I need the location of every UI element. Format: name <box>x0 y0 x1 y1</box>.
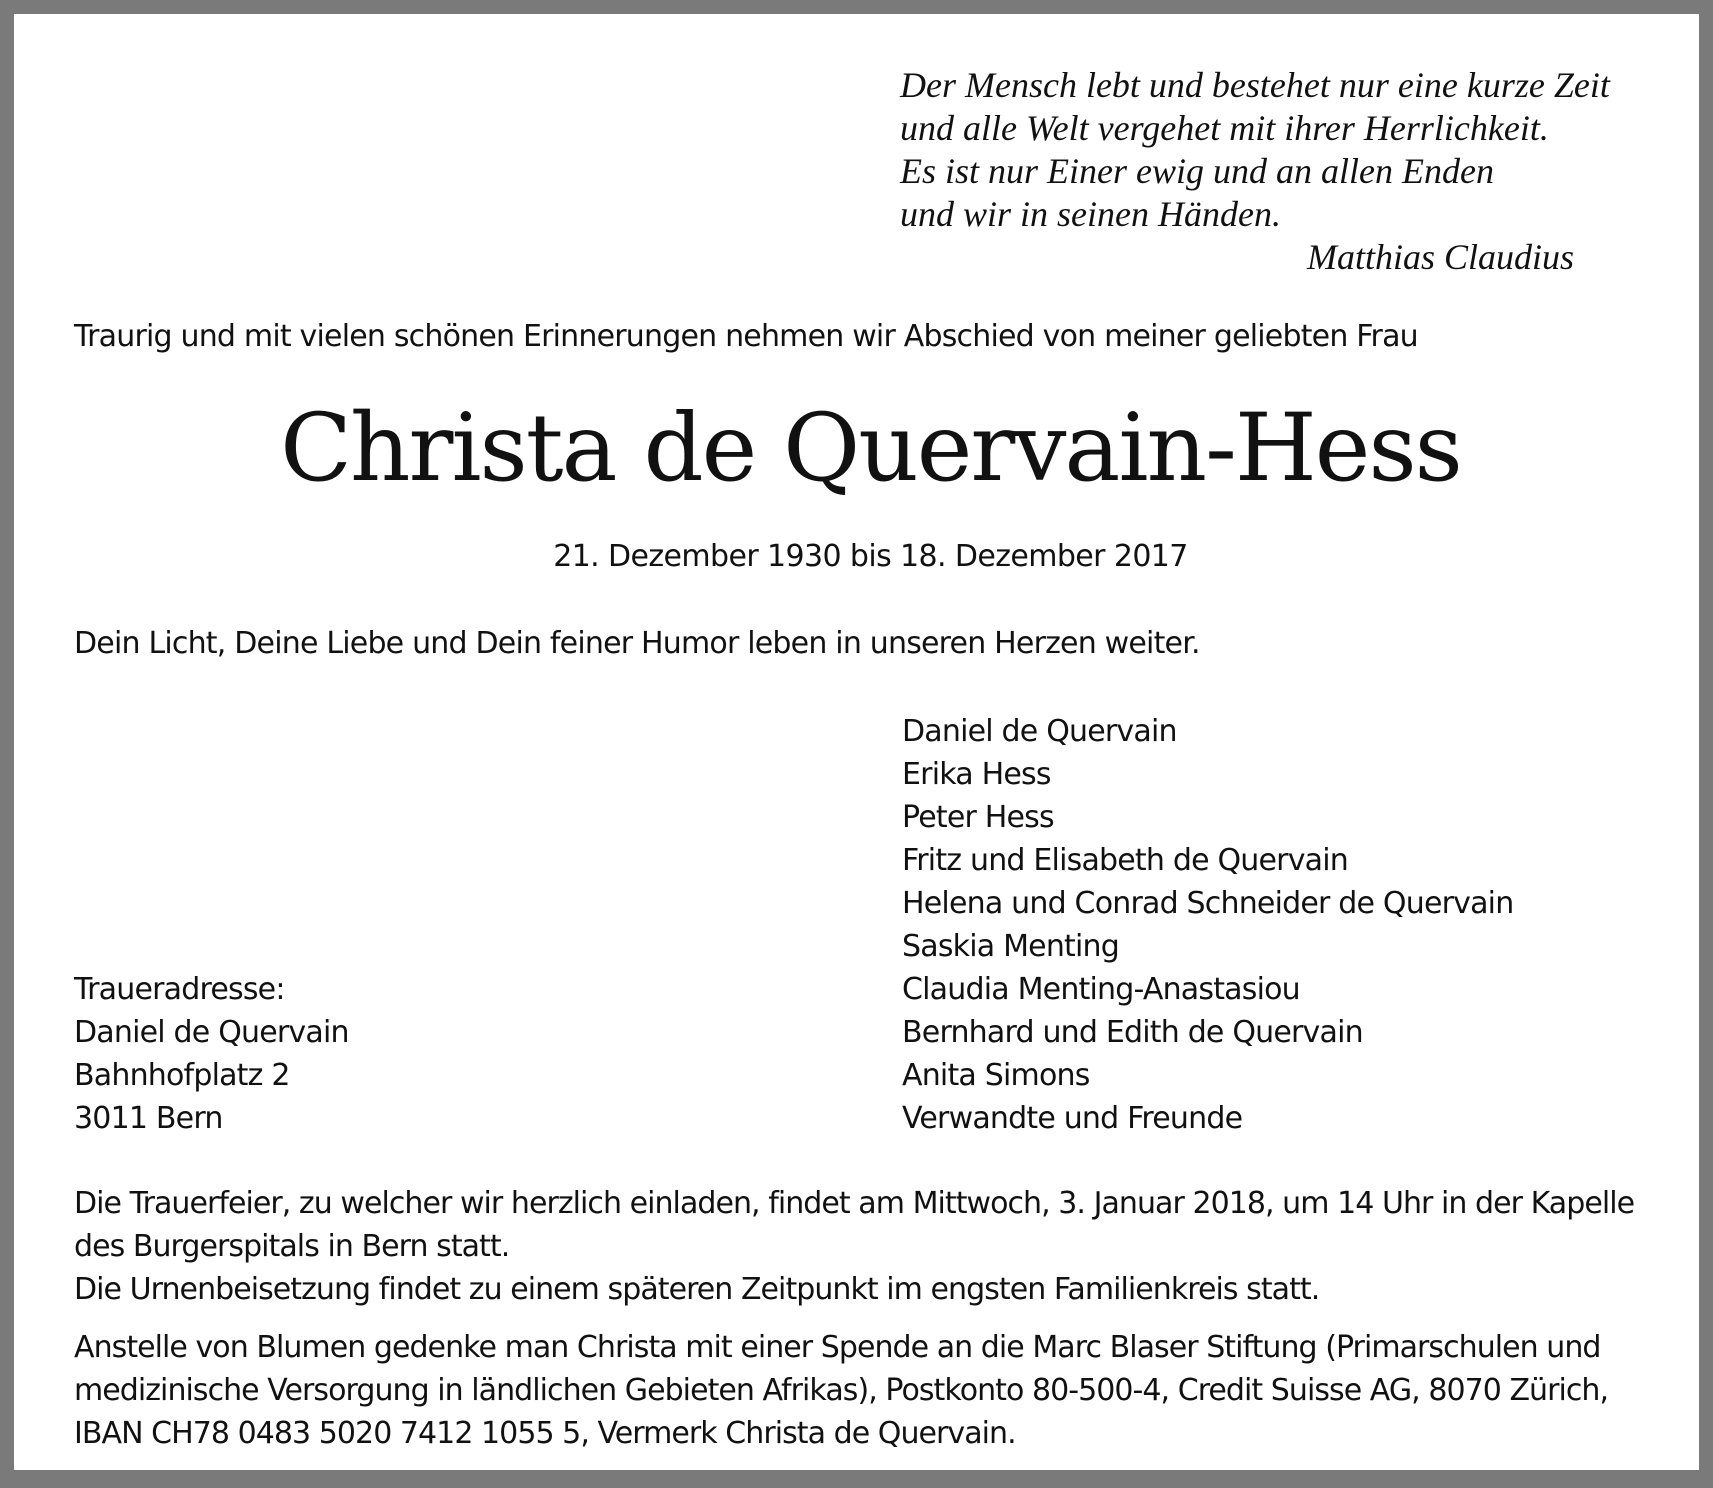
mourner-name: Anita Simons <box>902 1058 1090 1093</box>
quote-line: Es ist nur Einer ewig und an allen Enden <box>900 151 1494 191</box>
mourner-name: Saskia Menting <box>902 929 1119 964</box>
tribute-text: Dein Licht, Deine Liebe und Dein feiner Humor leben in unseren Herzen weiter. <box>74 626 1200 661</box>
address-label: Traueradresse: <box>74 972 285 1007</box>
donation-line: IBAN CH78 0483 5020 7412 1055 5, Vermerk Christa de Quervain. <box>74 1416 1016 1451</box>
intro-text: Traurig und mit vielen schönen Erinnerungen nehmen wir Abschied von meiner geliebten Frau <box>74 319 1418 354</box>
quote-line: und wir in seinen Händen. <box>900 194 1281 234</box>
mourners-list <box>902 710 1513 1140</box>
donation-line: medizinische Versorgung in ländlichen Gebieten Afrikas), Postkonto 80-500-4, Credit Suisse AG, 8070 Zürich, <box>74 1373 1609 1408</box>
quote-line: Der Mensch lebt und bestehet nur eine kurze Zeit <box>900 65 1610 105</box>
ceremony-line: des Burgerspitals in Bern statt. <box>74 1229 510 1264</box>
mourner-name: Fritz und Elisabeth de Quervain <box>902 843 1348 878</box>
ceremony-paragraph <box>74 1182 1674 1311</box>
mourner-name: Claudia Menting-Anastasiou <box>902 972 1300 1007</box>
mourner-name: Helena und Conrad Schneider de Quervain <box>902 886 1514 921</box>
ceremony-line: Die Urnenbeisetzung findet zu einem späteren Zeitpunkt im engsten Familienkreis statt. <box>74 1272 1320 1307</box>
quote-block <box>900 64 1610 236</box>
mourning-address <box>74 968 349 1140</box>
address-city: 3011 Bern <box>74 1101 223 1136</box>
address-street: Bahnhofplatz 2 <box>74 1058 290 1093</box>
mourner-name: Daniel de Quervain <box>902 714 1177 749</box>
mourner-name: Verwandte und Freunde <box>902 1101 1243 1136</box>
life-dates: 21. Dezember 1930 bis 18. Dezember 2017 <box>553 539 1188 574</box>
ceremony-line: Die Trauerfeier, zu welcher wir herzlich einladen, findet am Mittwoch, 3. Januar 2018, um 14 Uhr in der Kapelle <box>74 1186 1635 1221</box>
mourner-name: Erika Hess <box>902 757 1051 792</box>
quote-line: und alle Welt vergehet mit ihrer Herrlichkeit. <box>900 108 1549 148</box>
mourner-name: Peter Hess <box>902 800 1054 835</box>
donation-paragraph <box>74 1326 1674 1455</box>
address-name: Daniel de Quervain <box>74 1015 349 1050</box>
quote-author: Matthias Claudius <box>1306 237 1574 277</box>
deceased-name: Christa de Quervain-Hess <box>280 394 1461 503</box>
donation-line: Anstelle von Blumen gedenke man Christa mit einer Spende an die Marc Blaser Stiftung (Primarschulen und <box>74 1330 1601 1365</box>
mourner-name: Bernhard und Edith de Quervain <box>902 1015 1363 1050</box>
